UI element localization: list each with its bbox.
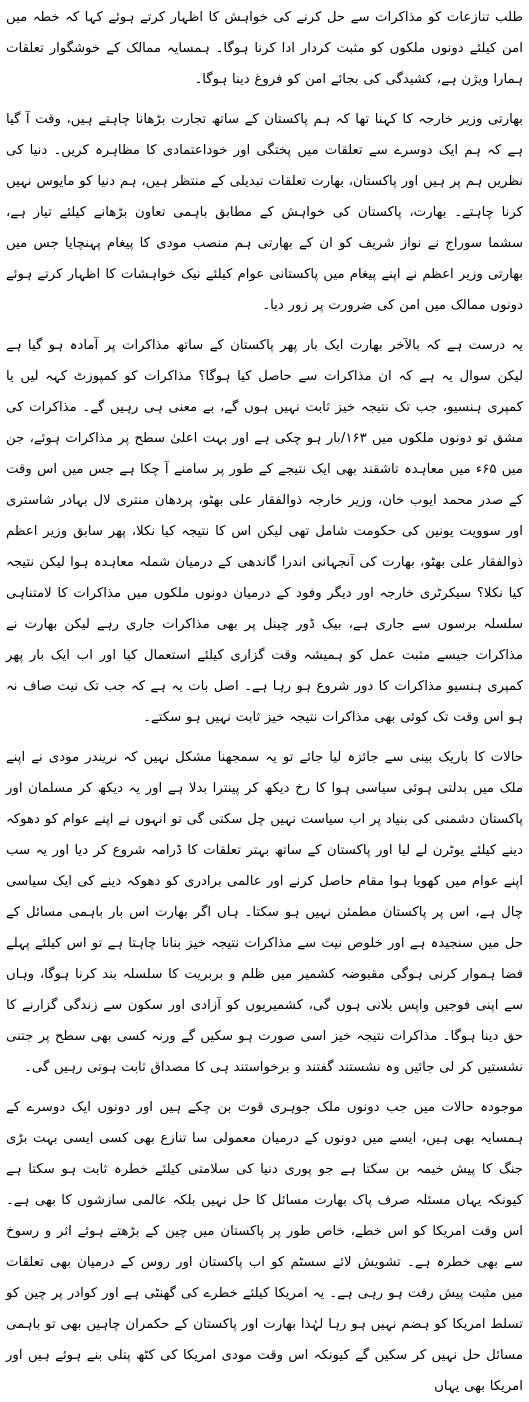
paragraph: یہ درست ہے کہ بالآخر بھارت ایک بار پھر پاکستان کے ساتھ مذاکرات پر آمادہ ہو گیا ہے لیکن سوال یہ ہے کہ ان مذاکرات سے حاصل کیا ہوگا؟ مذاکرات کو کمپوزٹ کہہ لیں یا کمپری ہنسیو، جب تک نتیجہ خیز ثابت نہیں ہوں گے، بے معنی ہی رہیں گے۔ مذاکرات کی مشق تو دونوں ملکوں میں ۱۶۳/بار ہو چکی ہے اور بہت اعلیٰ سطح پر مذاکرات ہوئے، جن میں ۶۵ء میں معاہدہ تاشقند بھی ایک نتیجے کے طور پر سامنے آ چکا ہے جس میں اس وقت کے صدر محمد ایوب خان، وزیر خارجہ ذوالفقار علی بھٹو، پردھان منتری لال بہادر شاستری اور سوویت یونین کی حکومت شامل تھی لیکن اس کا نتیجہ کیا نکلا، پھر سابق وزیر اعظم ذوالفقار علی بھٹو، بھارت کی آنجہانی اندرا گاندھی کے درمیان شملہ معاہدہ ہوا لیکن نتیجہ کیا نکلا؟ سیکرٹری خارجہ اور دیگر وفود کے درمیان دونوں ملکوں میں مذاکرات کا لامتناہی سلسلہ برسوں سے جاری ہے، بیک ڈور چینل پر بھی مذاکرات جاری رہے لیکن بھارت نے مذاکرات جیسے مثبت عمل کو ہمیشہ وقت گزاری کیلئے استعمال کیا اور اب ایک بار پھر کمپری ہنسیو مذاکرات کا دور شروع ہو رہا ہے۔ اصل بات یہ ہے کہ جب تک نیت صاف نہ ہو اس وقت تک کوئی بھی مذاکرات نتیجہ خیز ثابت نہیں ہو سکتے۔	[6, 338, 523, 725]
paragraph: بھارتی وزیر خارجہ کا کہنا تھا کہ ہم پاکستان کے ساتھ تجارت بڑھانا چاہتے ہیں، وقت آ گیا ہے کہ ہم ایک دوسرے سے تعلقات میں پختگی اور خوداعتمادی کا مظاہرہ کریں۔ دنیا کی نظریں ہم پر ہیں اور پاکستان، بھارت تعلقات تبدیلی کے منتظر ہیں، ہم دنیا کو مایوس نہیں کرنا چاہتے۔ بھارت، پاکستان کی خواہش کے مطابق باہمی تعاون بڑھانے کیلئے تیار ہے، سشما سوراج نے نواز شریف کو ان کے بھارتی ہم منصب مودی کا پیغام پہنچایا جس میں بھارتی وزیر اعظم نے اپنے پیغام میں پاکستانی عوام کیلئے نیک خواہشات کا اظہار کرتے ہوئے دونوں ممالک میں امن کی ضرورت پر زور دیا۔	[6, 112, 523, 313]
paragraph: طلب تنازعات کو مذاکرات سے حل کرنے کی خواہش کا اظہار کرتے ہوئے کہا کہ خطہ میں امن کیلئے دونوں ملکوں کو مثبت کردار ادا کرنا ہوگا۔ ہمسایہ ممالک کے خوشگوار تعلقات ہمارا ویژن ہے، کشیدگی کی بجائے امن کو فروغ دینا ہوگا۔	[6, 10, 523, 87]
paragraph: موجودہ حالات میں جب دونوں ملک جوہری قوت بن چکے ہیں اور دونوں ایک دوسرے کے ہمسایہ بھی ہیں، ایسے میں دونوں کے درمیان معمولی سا تنازع بھی کسی ایسی بہت بڑی جنگ کا پیش خیمہ بن سکتا ہے جو پوری دنیا کی سلامتی کیلئے خطرہ ثابت ہو سکتا ہے کیونکہ یہاں مسئلہ صرف پاک بھارت مسائل کا حل نہیں بلکہ عالمی سازشوں کا بھی ہے۔ اس وقت امریکا کو اس خطے، خاص طور پر پاکستان میں چین کے بڑھتے ہوئے اثر و رسوخ سے بھی خطرہ ہے۔ تشویش لائے سسٹم کو اب پاکستان اور روس کے درمیان بھی تعلقات میں مثبت پیش رفت ہو رہی ہے۔ یہ امریکا کیلئے خطرے کی گھنٹی ہے اور کوادر پر چین کو تسلط امریکا کو ہضم نہیں ہو رہا لہٰذا بھارت اور پاکستان کے حکمران چاہیں بھی تو باہمی مسائل حل نہیں کر سکیں گے کیونکہ اس وقت مودی امریکا کی کٹھ پتلی بنے ہوئے ہیں اور امریکا بھی یہاں	[6, 1100, 523, 1394]
paragraph: حالات کا باریک بینی سے جائزہ لیا جائے تو یہ سمجھنا مشکل نہیں کہ نریندر مودی نے اپنے ملک میں بدلتی ہوئی سیاسی ہوا کا رخ دیکھ کر پینترا بدلا ہے اور یہ دیکھ کر مسلمان اور پاکستان دشمنی کی بنیاد پر اب سیاست نہیں چل سکتی گی تو انہوں نے اپنے عوام کو دھوکہ دینے کیلئے یوٹرن لے لیا اور پاکستان کے ساتھ بہتر تعلقات کا ڈرامہ شروع کر دیا اور یہ سب اپنے عوام میں کھویا ہوا مقام حاصل کرنے اور عالمی برادری کو دھوکہ دینے کی ایک سیاسی چال ہے، اس پر پاکستان مطمئن نہیں ہو سکتا۔ ہاں اگر بھارت اس بار باہمی مسائل کے حل میں سنجیدہ ہے اور خلوص نیت سے مذاکرات نتیجہ خیز بنانا چاہتا ہے تو اس کیلئے پہلے فضا ہموار کرنی ہوگی مقبوضہ کشمیر میں ظلم و بربریت کا سلسلہ بند کرنا ہوگا، وہاں سے اپنی فوجیں واپس بلانی ہوں گی، کشمیریوں کو آزادی اور سکون سے زندگی گزارنے کا حق دینا ہوگا۔ مذاکرات نتیجہ خیز اسی صورت ہو سکیں گے ورنہ کسی بھی سطح پر جتنی نشستیں کر لی جائیں وہ نشستند گفتند و برخواستند ہی کا مصداق ثابت ہوتی رہیں گی۔	[6, 750, 523, 1075]
